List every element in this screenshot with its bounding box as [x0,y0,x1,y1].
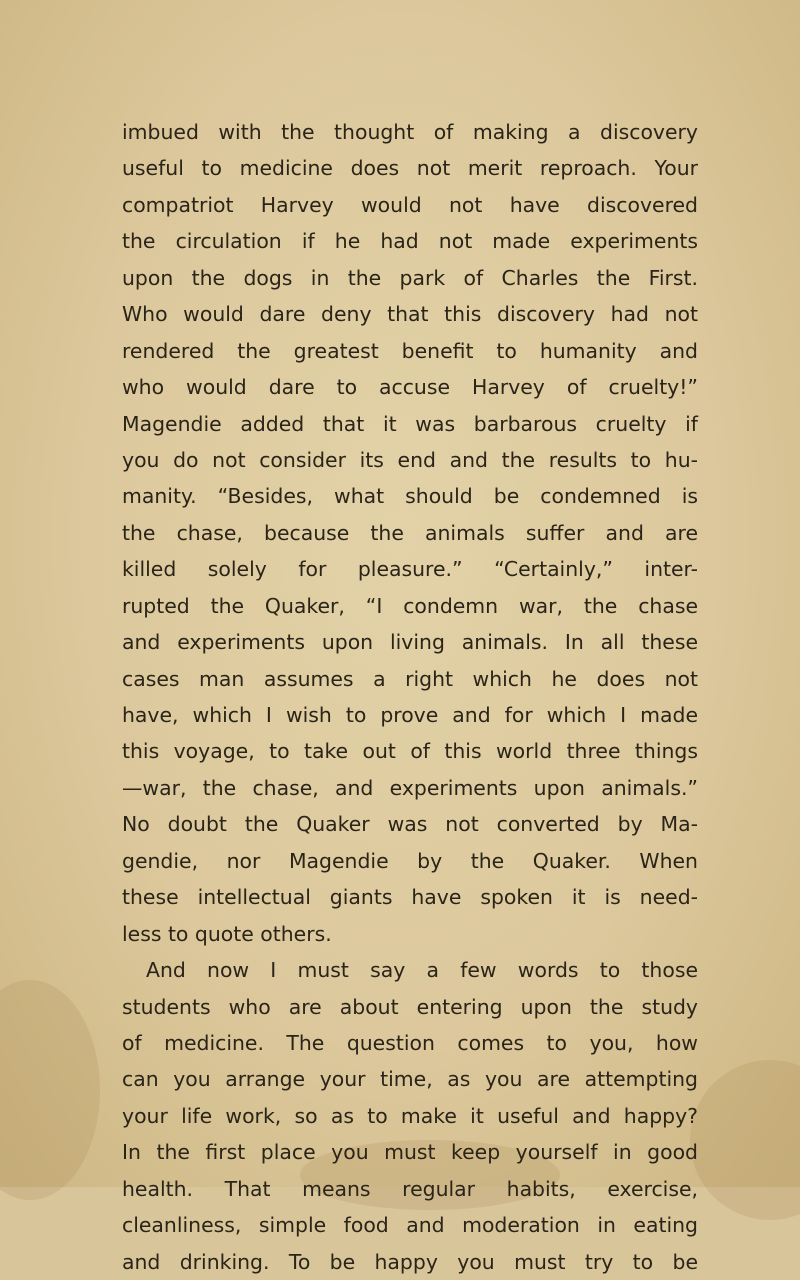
text-line: useful to medicine does not merit reproach. Your [122,156,698,181]
text-line: you do not consider its end and the results to hu- [122,447,698,472]
text-line: rendered the greatest benefit to humanity and [122,338,698,363]
text-line: Who would dare deny that this discovery had not [122,302,698,327]
text-line: and drinking. To be happy you must try to be [122,1249,698,1274]
text-line: the chase, because the animals suffer and are [122,520,698,545]
text-line: have, which I wish to prove and for which I made [122,703,698,727]
text-line: gendie, nor Magendie by the Quaker. When [122,848,698,873]
text-line: who would dare to accuse Harvey of cruelty!” [122,375,698,400]
text-line: your life work, so as to make it useful and happy? [122,1103,698,1128]
text-line: imbued with the thought of making a discovery [122,120,698,144]
text-line: manity. “Besides, what should be condemned is [122,484,698,509]
text-line: health. That means regular habits, exercise, [122,1176,698,1201]
text-line: cases man assumes a right which he does not [122,666,698,691]
text-line: students who are about entering upon the study [122,994,698,1019]
text-line: killed solely for pleasure.” “Certainly,” inter- [122,557,698,582]
text-line: less to quote others. [122,921,332,946]
text-line: these intellectual giants have spoken it is need- [122,885,698,910]
text-line: rupted the Quaker, “I condemn war, the chase [122,593,698,618]
paper-stain [690,1060,800,1220]
text-line: can you arrange your time, as you are attempting [122,1067,698,1092]
text-line: the circulation if he had not made experiments [122,229,698,254]
text-line: this voyage, to take out of this world three things [122,739,698,764]
text-line: No doubt the Quaker was not converted by Ma- [122,812,698,837]
text-line: —war, the chase, and experiments upon animals.” [122,775,698,800]
text-line: In the first place you must keep yourself in good [122,1140,698,1165]
text-line: Magendie added that it was barbarous cruelty if [122,411,698,436]
text-line: upon the dogs in the park of Charles the First. [122,265,698,290]
text-line: and experiments upon living animals. In all these [122,630,698,655]
text-line: compatriot Harvey would not have discovered [122,192,698,217]
text-line: And now I must say a few words to those [146,958,698,983]
body-text [122,114,698,1280]
paper-stain [0,980,100,1200]
text-line: of medicine. The question comes to you, how [122,1030,698,1055]
text-line: cleanliness, simple food and moderation in eating [122,1213,698,1238]
